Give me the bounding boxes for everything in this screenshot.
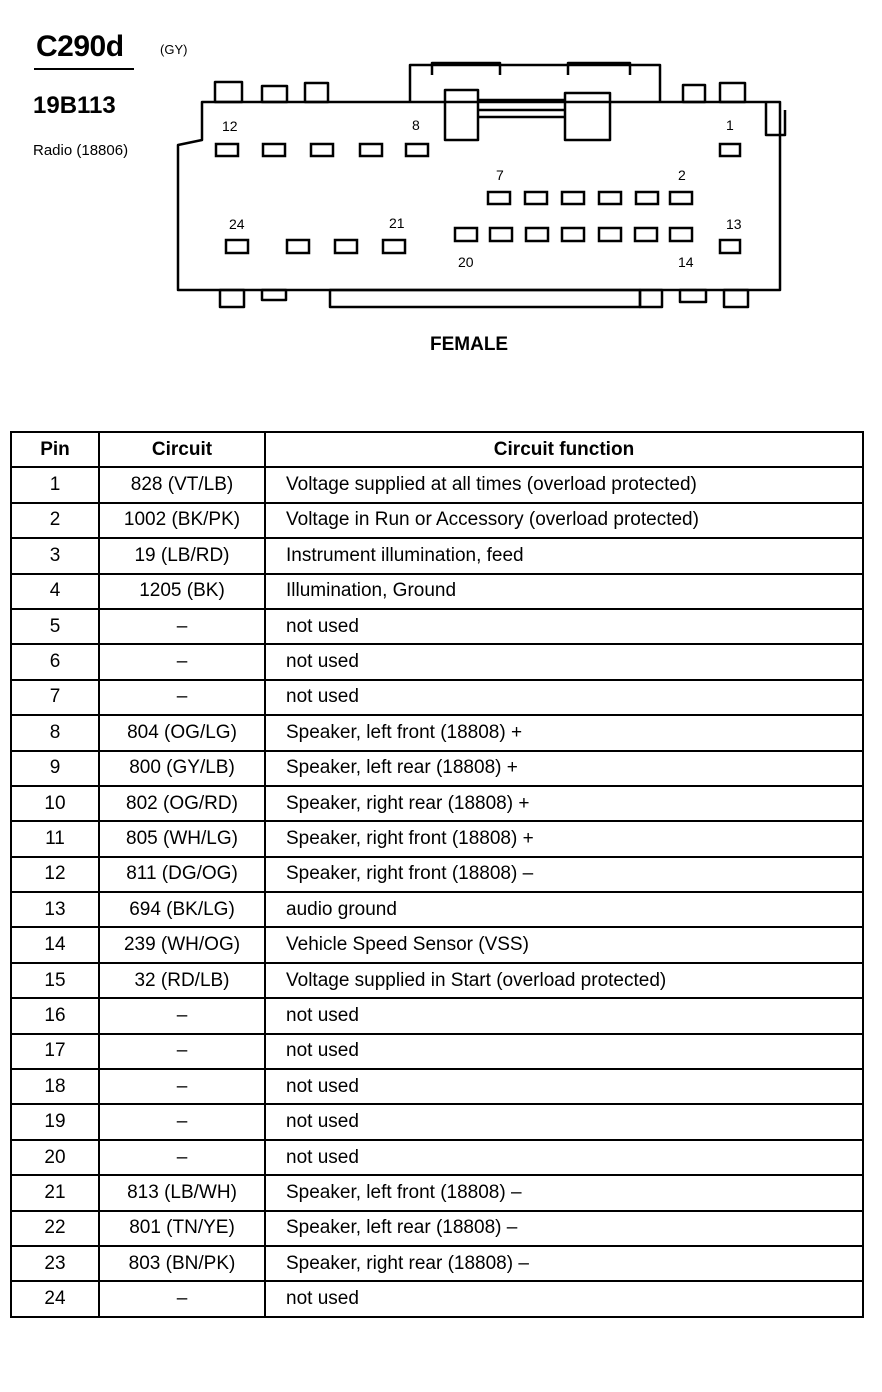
- table-row: [11, 927, 863, 962]
- function-cell: Speaker, right rear (18808) +: [265, 786, 863, 821]
- function-cell: Instrument illumination, feed: [265, 538, 863, 573]
- pin-cell: 15: [11, 963, 99, 998]
- pin-cavity: [383, 240, 405, 253]
- pin-cavity: [720, 240, 740, 253]
- column-header-circuit: Circuit: [99, 432, 265, 467]
- table-row: [11, 1175, 863, 1210]
- pin-cell: 9: [11, 751, 99, 786]
- pin-cell: 23: [11, 1246, 99, 1281]
- circuit-cell: –: [99, 1104, 265, 1139]
- pin-cavity: [636, 192, 658, 204]
- pin-cavity: [599, 228, 621, 241]
- function-cell: Speaker, left rear (18808) +: [265, 751, 863, 786]
- pin-cavity: [562, 192, 584, 204]
- latch-tab: [683, 85, 705, 102]
- circuit-cell: –: [99, 1281, 265, 1316]
- table-row: [11, 715, 863, 750]
- pin-cavity: [562, 228, 584, 241]
- pinout-table: [10, 431, 864, 1318]
- pin-cell: 19: [11, 1104, 99, 1139]
- pin-cell: 14: [11, 927, 99, 962]
- function-cell: Speaker, right rear (18808) –: [265, 1246, 863, 1281]
- latch-tab: [724, 290, 748, 307]
- circuit-cell: –: [99, 998, 265, 1033]
- function-cell: Vehicle Speed Sensor (VSS): [265, 927, 863, 962]
- circuit-cell: 32 (RD/LB): [99, 963, 265, 998]
- pin-label: 14: [678, 254, 694, 270]
- pin-cavity: [488, 192, 510, 204]
- function-cell: not used: [265, 998, 863, 1033]
- pin-cell: 18: [11, 1069, 99, 1104]
- table-row: [11, 680, 863, 715]
- circuit-cell: 19 (LB/RD): [99, 538, 265, 573]
- circuit-cell: –: [99, 1140, 265, 1175]
- connector-face-diagram: [170, 55, 800, 320]
- function-cell: not used: [265, 644, 863, 679]
- table-row: [11, 503, 863, 538]
- latch-tab: [305, 83, 328, 102]
- lock-housing: [410, 65, 660, 102]
- table-row: [11, 1211, 863, 1246]
- pin-cavity: [525, 192, 547, 204]
- circuit-cell: –: [99, 1069, 265, 1104]
- pin-cell: 2: [11, 503, 99, 538]
- pin-cell: 1: [11, 467, 99, 502]
- function-cell: Voltage in Run or Accessory (overload protected): [265, 503, 863, 538]
- circuit-cell: 239 (WH/OG): [99, 927, 265, 962]
- part-number: 19B113: [33, 92, 116, 119]
- pin-cavity: [263, 144, 285, 156]
- latch-tab: [262, 290, 286, 300]
- pin-cell: 5: [11, 609, 99, 644]
- table-row: [11, 1246, 863, 1281]
- pin-label: 2: [678, 167, 686, 183]
- circuit-cell: 802 (OG/RD): [99, 786, 265, 821]
- table-row: [11, 1069, 863, 1104]
- pin-cavity: [526, 228, 548, 241]
- pin-cavity: [635, 228, 657, 241]
- table-row: [11, 821, 863, 856]
- pin-label: 24: [229, 216, 245, 232]
- circuit-cell: 813 (LB/WH): [99, 1175, 265, 1210]
- function-cell: not used: [265, 1281, 863, 1316]
- connector-id: C290d: [36, 30, 124, 63]
- table-row: [11, 751, 863, 786]
- circuit-cell: 828 (VT/LB): [99, 467, 265, 502]
- pin-label: 7: [496, 167, 504, 183]
- table-row: [11, 1140, 863, 1175]
- pin-cavity: [287, 240, 309, 253]
- circuit-cell: 811 (DG/OG): [99, 857, 265, 892]
- column-header-function: Circuit function: [265, 432, 863, 467]
- circuit-cell: 803 (BN/PK): [99, 1246, 265, 1281]
- pin-label: 13: [726, 216, 742, 232]
- circuit-cell: –: [99, 680, 265, 715]
- function-cell: Speaker, left front (18808) +: [265, 715, 863, 750]
- pin-cavity: [226, 240, 248, 253]
- pin-cell: 24: [11, 1281, 99, 1316]
- circuit-cell: –: [99, 644, 265, 679]
- circuit-cell: –: [99, 609, 265, 644]
- pin-cavity: [406, 144, 428, 156]
- function-cell: audio ground: [265, 892, 863, 927]
- pin-cavity: [720, 144, 740, 156]
- column-header-pin: Pin: [11, 432, 99, 467]
- pin-cavity: [490, 228, 512, 241]
- connector-gender-label: FEMALE: [430, 334, 509, 355]
- circuit-cell: 805 (WH/LG): [99, 821, 265, 856]
- pin-cell: 11: [11, 821, 99, 856]
- table-row: [11, 538, 863, 573]
- table-row: [11, 644, 863, 679]
- pin-cavity: [216, 144, 238, 156]
- function-cell: not used: [265, 1069, 863, 1104]
- function-cell: not used: [265, 680, 863, 715]
- pin-cavity: [455, 228, 477, 241]
- pin-cell: 6: [11, 644, 99, 679]
- circuit-cell: 694 (BK/LG): [99, 892, 265, 927]
- connector-color: (GY): [160, 42, 188, 57]
- pin-cell: 8: [11, 715, 99, 750]
- circuit-cell: 800 (GY/LB): [99, 751, 265, 786]
- pin-cell: 12: [11, 857, 99, 892]
- function-cell: Illumination, Ground: [265, 574, 863, 609]
- pinout-table-body: [11, 467, 863, 1316]
- latch-tab: [640, 290, 662, 307]
- latch-tab: [262, 86, 287, 102]
- function-cell: not used: [265, 1034, 863, 1069]
- connector-id-underline: [34, 68, 134, 70]
- pin-label: 12: [222, 118, 238, 134]
- pin-label: 20: [458, 254, 474, 270]
- pin-cell: 20: [11, 1140, 99, 1175]
- function-cell: not used: [265, 1140, 863, 1175]
- pin-cavity: [670, 228, 692, 241]
- pin-label: 21: [389, 215, 405, 231]
- table-row: [11, 574, 863, 609]
- latch-tab: [220, 290, 244, 307]
- function-cell: Speaker, right front (18808) –: [265, 857, 863, 892]
- latch-tab: [720, 83, 745, 102]
- table-row: [11, 609, 863, 644]
- pin-cell: 21: [11, 1175, 99, 1210]
- pin-label: 8: [412, 117, 420, 133]
- table-row: [11, 892, 863, 927]
- pin-cavity: [311, 144, 333, 156]
- pin-cell: 3: [11, 538, 99, 573]
- latch-rail: [330, 290, 640, 307]
- pin-cell: 22: [11, 1211, 99, 1246]
- pin-cell: 10: [11, 786, 99, 821]
- function-cell: not used: [265, 1104, 863, 1139]
- function-cell: Voltage supplied in Start (overload protected): [265, 963, 863, 998]
- pin-cavity: [599, 192, 621, 204]
- pin-cell: 13: [11, 892, 99, 927]
- pin-cell: 4: [11, 574, 99, 609]
- circuit-cell: 801 (TN/YE): [99, 1211, 265, 1246]
- table-row: [11, 963, 863, 998]
- circuit-cell: 804 (OG/LG): [99, 715, 265, 750]
- latch-tab: [680, 290, 706, 302]
- circuit-cell: 1205 (BK): [99, 574, 265, 609]
- pin-cell: 16: [11, 998, 99, 1033]
- table-row: [11, 1034, 863, 1069]
- function-cell: not used: [265, 609, 863, 644]
- pin-cell: 17: [11, 1034, 99, 1069]
- pin-cavity: [335, 240, 357, 253]
- table-row: [11, 857, 863, 892]
- latch-tab: [215, 82, 242, 102]
- table-row: [11, 467, 863, 502]
- table-row: [11, 786, 863, 821]
- function-cell: Speaker, left rear (18808) –: [265, 1211, 863, 1246]
- circuit-cell: 1002 (BK/PK): [99, 503, 265, 538]
- pin-cavity: [670, 192, 692, 204]
- pin-label: 1: [726, 117, 734, 133]
- table-header-row: [11, 432, 863, 467]
- table-row: [11, 1104, 863, 1139]
- circuit-cell: –: [99, 1034, 265, 1069]
- pin-cavity: [360, 144, 382, 156]
- function-cell: Speaker, left front (18808) –: [265, 1175, 863, 1210]
- function-cell: Voltage supplied at all times (overload protected): [265, 467, 863, 502]
- function-cell: Speaker, right front (18808) +: [265, 821, 863, 856]
- table-row: [11, 998, 863, 1033]
- pin-cell: 7: [11, 680, 99, 715]
- component-name: Radio (18806): [33, 142, 129, 159]
- table-row: [11, 1281, 863, 1316]
